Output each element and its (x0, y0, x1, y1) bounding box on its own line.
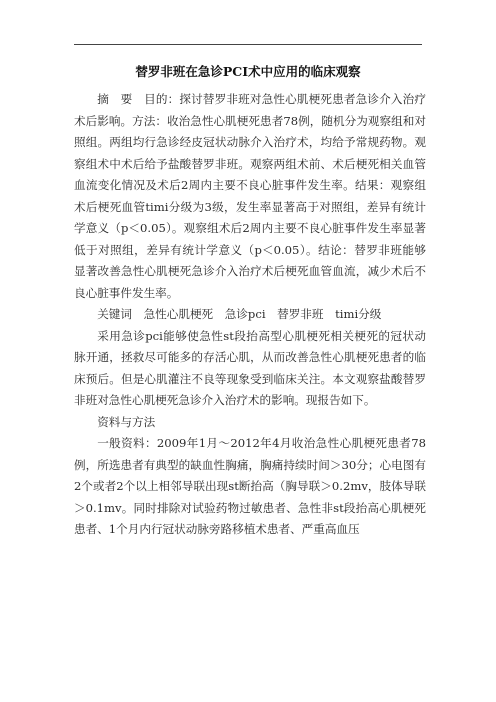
section-heading-materials-methods: 资料与方法 (97, 414, 156, 429)
abstract-paragraph: 摘 要 目的：探讨替罗非班对急性心肌梗死患者急诊介入治疗术后影响。方法：收治急性心肌梗死患者78例，随机分为观察组和对照组。两组均行急诊经皮冠状动脉介入治疗术，均给予常规药物。观察组术中术后给予盐酸替罗非班。观察两组术前、术后梗死相关血管血流变化情况及术后2周内主要不良心脏事件发生率。结果：观察组术后梗死血管timi分级为3级，发生率显著高于对照组，差异有统计学意义（p＜0.05）。观察组术后2周内主要不良心脏事件发生率显著低于对照组，差异有统计学意义（p＜0.05）。结论：替罗非班能够显著改善急性心肌梗死急诊介入治疗术后梗死血管血流，减少术后不良心脏事件发生率。 (74, 92, 426, 300)
general-data-paragraph: 一般资料：2009年1月～2012年4月收治急性心肌梗死患者78例，所选患者有典型的缺血性胸痛，胸痛持续时间＞30分；心电图有2个或者2个以上相邻导联出现st断抬高（胸导联＞0.2mv，肢体导联＞0.1mv。同时排除对试验药物过敏患者、急性非st段抬高心肌梗死患者、1个月内行冠状动脉旁路移植术患者、严重高血压 (74, 436, 426, 536)
document-title: 替罗非班在急诊PCI术中应用的临床观察 (135, 64, 361, 79)
header-rule (74, 44, 422, 45)
keywords-paragraph: 关键词 急性心肌梗死 急诊pci 替罗非班 timi分级 (97, 307, 382, 321)
introduction-paragraph: 采用急诊pci能够使急性st段抬高型心肌梗死相关梗死的冠状动脉开通，拯救尽可能多的存活心肌，从而改善急性心肌梗死患者的临床预后。但是心肌灌注不良等现象受到临床关注。本文观察盐酸替罗非班对急性心肌梗死急诊介入治疗术的影响。现报告如下。 (74, 328, 426, 407)
document-body (74, 89, 426, 541)
